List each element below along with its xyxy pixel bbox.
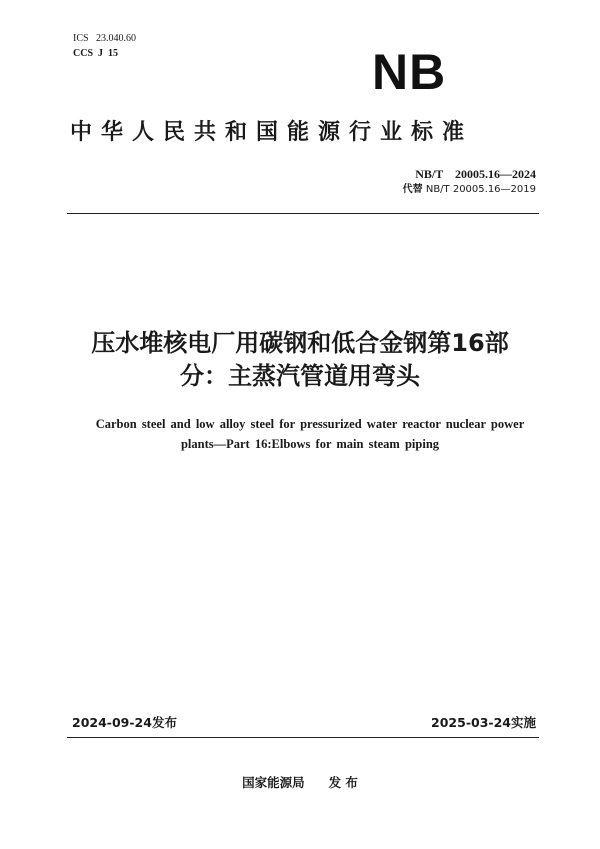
issuer-name: 国家能源局: [242, 775, 305, 790]
nb-logo: NB: [372, 44, 447, 100]
replaces-label: 代替: [402, 184, 423, 195]
footer-divider: [67, 737, 539, 738]
ics-code: ICS 23.040.60: [73, 33, 137, 44]
english-title-line-2: plants—Part 16:Elbows for main steam piping: [180, 437, 440, 451]
replaces-number: NB/T 20005.16—2019: [422, 184, 536, 195]
implement-date: 2025-03-24实施: [431, 715, 536, 730]
org-title: 中华人民共和国能源行业标准: [70, 120, 474, 145]
chinese-title: [40, 327, 560, 393]
english-title: [60, 414, 560, 454]
chinese-title-line-1: 压水堆核电厂用碳钢和低合金钢第16部: [91, 329, 509, 357]
standard-number: NB/T 20005.16—2024: [415, 167, 536, 181]
english-title-line-1: Carbon steel and low alloy steel for pressurized water reactor nuclear power: [95, 417, 525, 431]
ccs-code: CCS J 15: [73, 48, 119, 59]
issuer-action: 发 布: [328, 775, 358, 790]
header-divider: [67, 213, 539, 214]
replaces-line: [403, 184, 536, 196]
issuer-line: [0, 774, 600, 792]
publish-date: 2024-09-24发布: [72, 715, 177, 730]
chinese-title-line-2: 分：主蒸汽管道用弯头: [180, 362, 420, 390]
